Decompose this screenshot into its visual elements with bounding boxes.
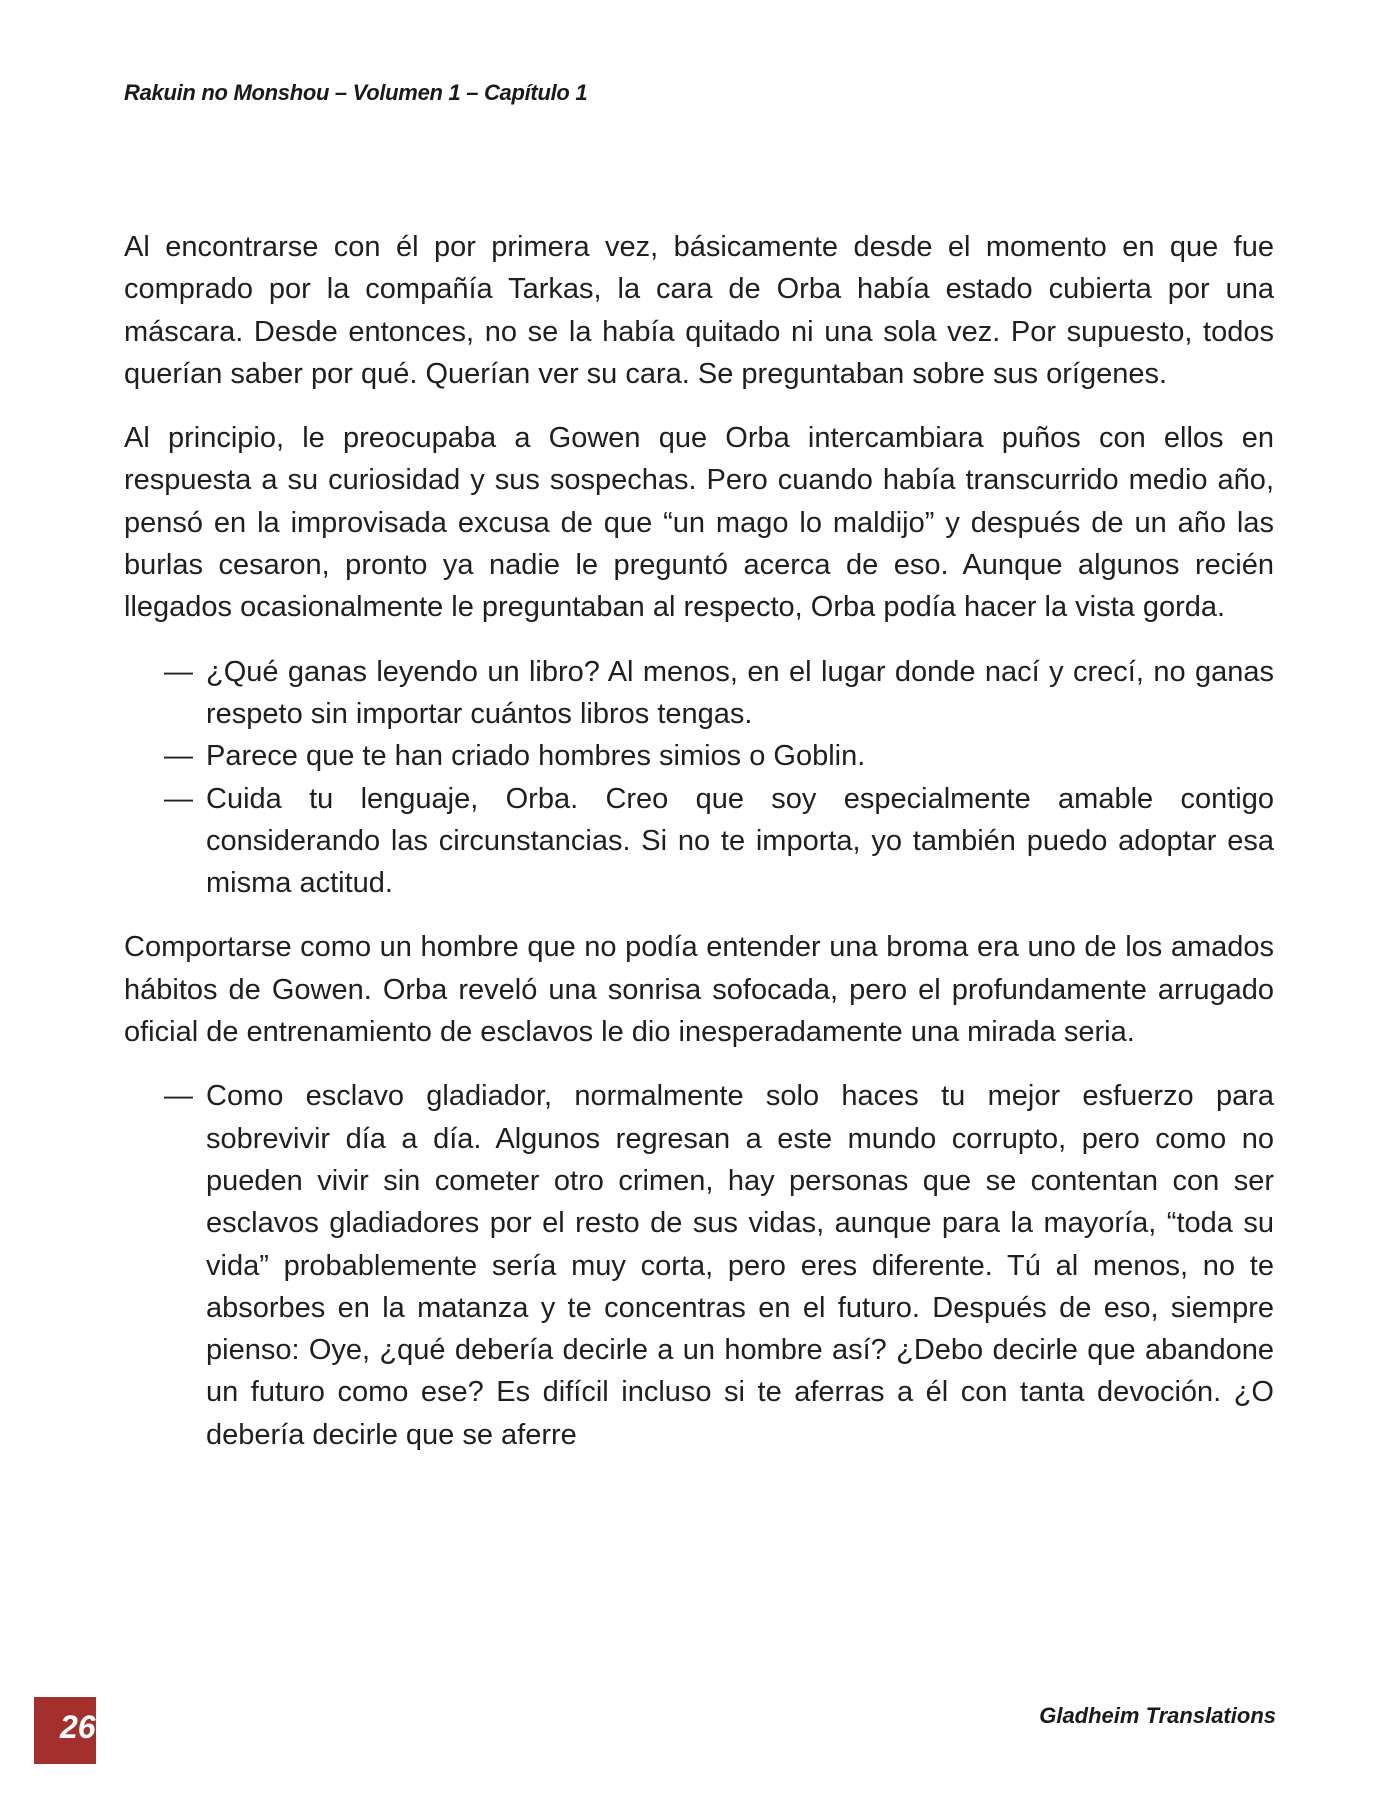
dialogue-text-2: Parece que te han criado hombres simios o Goblin.: [206, 740, 866, 773]
page-number-underline: [34, 1762, 96, 1764]
paragraph-1: Al encontrarse con él por primera vez, básicamente desde el momento en que fue comprado por la compañía Tarkas, la cara de Orba había estado cubierta por una máscara. Desde entonces, no se la había quitado ni una sola vez. Por supuesto, todos querían saber por qué. Querían ver su cara. Se preguntaban sobre sus orígenes.: [124, 231, 1274, 390]
dialogue-line-4: [124, 1075, 1274, 1456]
dialogue-text-4: Como esclavo gladiador, normalmente solo haces tu mejor esfuerzo para sobrevivir día a día. Algunos regresan a este mundo corrupto, pero como no pueden vivir sin cometer otro crimen, hay personas que se contentan con ser esclavos gladiadores por el resto de sus vidas, aunque para la mayoría, “toda su vida” probablemente sería muy corta, pero eres diferente. Tú al menos, no te absorbes en la matanza y te concentras en el futuro. Después de eso, siempre pienso: Oye, ¿qué debería decirle a un hombre así? ¿Debo decirle que abandone un futuro como ese? Es difícil incluso si te aferras a él con tanta devoción. ¿O debería decirle que se aferre: [206, 1080, 1274, 1451]
footer-credit: Gladheim Translations: [1039, 1703, 1276, 1728]
dialogue-line-2: [124, 735, 1274, 777]
dialogue-dash: —: [164, 1080, 193, 1113]
page-number-box: [34, 1697, 96, 1762]
paragraph-2: Al principio, le preocupaba a Gowen que Orba intercambiara puños con ellos en respuesta a su curiosidad y sus sospechas. Pero cuando había transcurrido medio año, pensó en la improvisada excusa de que “un mago lo maldijo” y después de un año las burlas cesaron, pronto ya nadie le preguntó acerca de eso. Aunque algunos recién llegados ocasionalmente le preguntaban al respecto, Orba podía hacer la vista gorda.: [124, 422, 1274, 624]
dialogue-block-1: [124, 651, 1274, 905]
dialogue-text-3: Cuida tu lenguaje, Orba. Creo que soy especialmente amable contigo considerando las circunstancias. Si no te importa, yo también puedo adoptar esa misma actitud.: [206, 782, 1274, 900]
paragraph-3: Comportarse como un hombre que no podía entender una broma era uno de los amados hábitos de Gowen. Orba reveló una sonrisa sofocada, pero el profundamente arrugado oficial de entrenamiento de esclavos le dio inesperadamente una mirada seria.: [124, 931, 1274, 1049]
running-header: Rakuin no Monshou – Volumen 1 – Capítulo 1: [124, 80, 588, 105]
dialogue-block-2: [124, 1075, 1274, 1456]
dialogue-dash: —: [164, 782, 193, 815]
dialogue-text-1: ¿Qué ganas leyendo un libro? Al menos, en el lugar donde nací y crecí, no ganas respeto sin importar cuántos libros tengas.: [206, 655, 1274, 730]
dialogue-dash: —: [164, 655, 193, 688]
dialogue-line-1: [124, 651, 1274, 736]
page-number: 26: [60, 1709, 96, 1745]
page-body: [124, 226, 1274, 1478]
dialogue-line-3: [124, 778, 1274, 905]
dialogue-dash: —: [164, 740, 193, 773]
